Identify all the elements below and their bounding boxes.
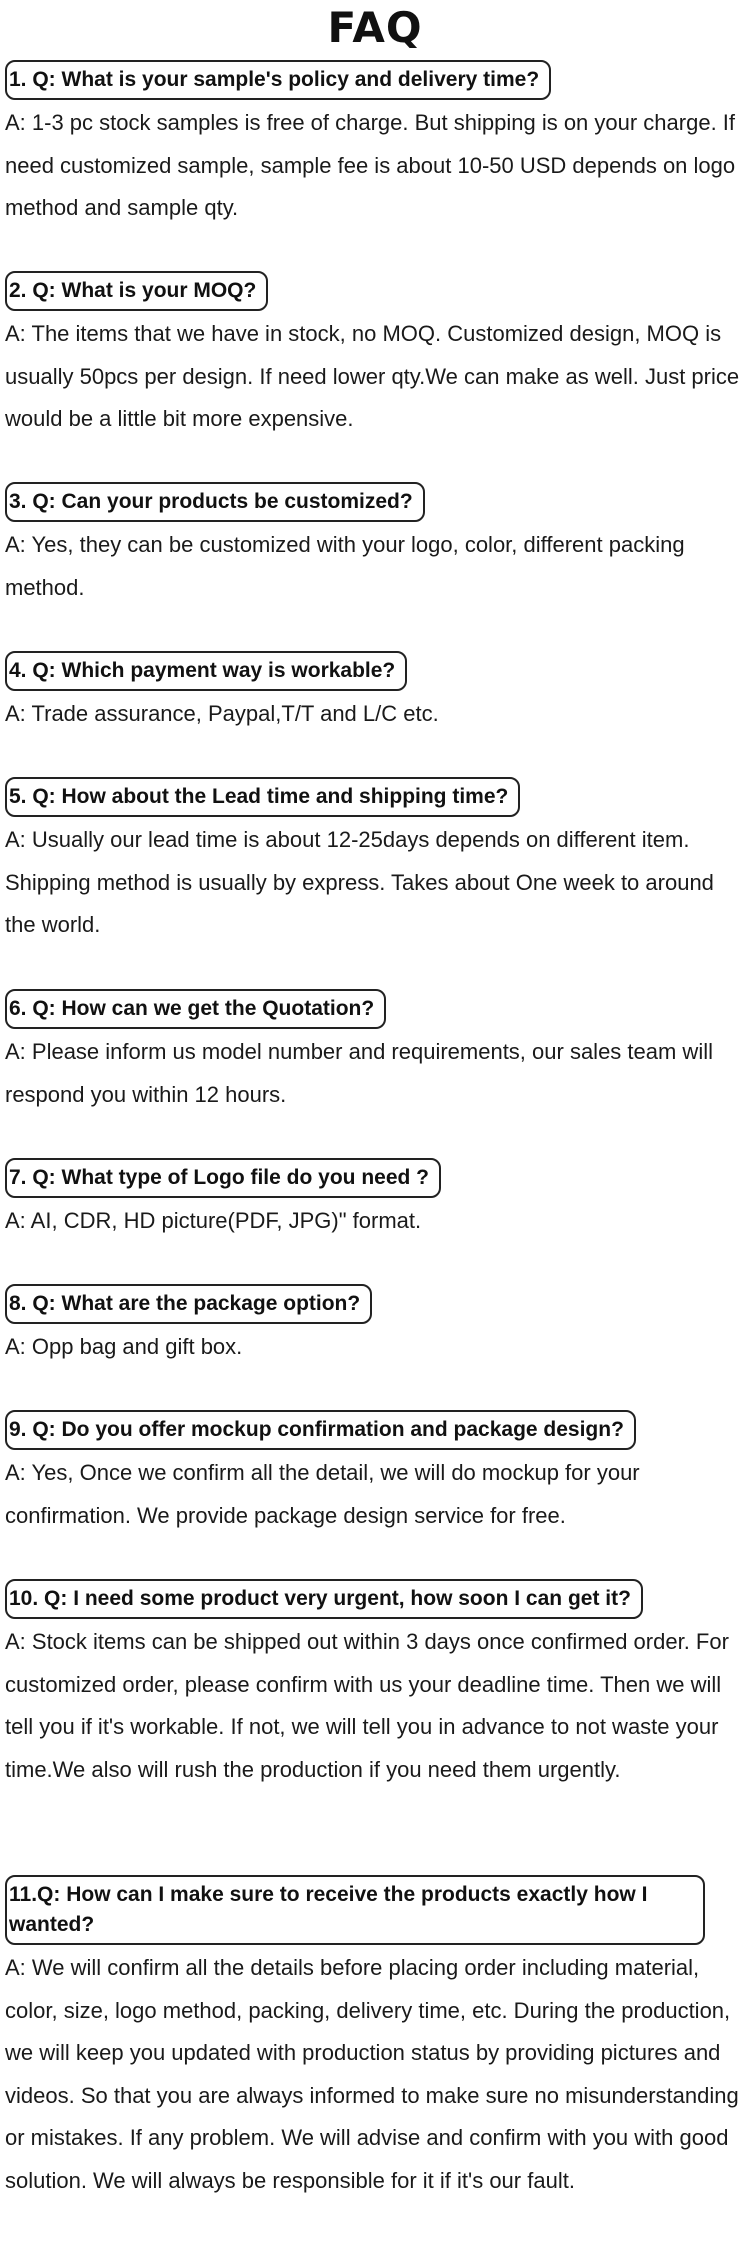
faq-item-1 xyxy=(5,60,745,230)
faq-item-8 xyxy=(5,1284,745,1369)
faq-answer: A: Yes, Once we confirm all the detail, we will do mockup for your confirmation. We provide package design service for free. xyxy=(5,1460,640,1528)
faq-item-11 xyxy=(5,1875,745,2202)
faq-question: 9. Q: Do you offer mockup confirmation and package design? xyxy=(5,1410,636,1450)
faq-answer: A: We will confirm all the details before placing order including material, color, size, logo method, packing, delivery time, etc. During the production, we will keep you updated with production status by providing pictures and videos. So that you are always informed to make sure no misunderstanding or mistakes. If any problem. We will advise and confirm with you with good solution. We will always be responsible for it if it's our fault. xyxy=(5,1955,739,2193)
faq-answer: A: Opp bag and gift box. xyxy=(5,1334,243,1359)
faq-item-6 xyxy=(5,989,745,1116)
faq-answer: A: The items that we have in stock, no MOQ. Customized design, MOQ is usually 50pcs per design. If need lower qty.We can make as well. Just price would be a little bit more expensive. xyxy=(5,321,740,431)
faq-question: 10. Q: I need some product very urgent, how soon I can get it? xyxy=(5,1579,643,1619)
faq-answer: A: Trade assurance, Paypal,T/T and L/C etc. xyxy=(5,701,439,726)
faq-answer: A: Please inform us model number and requirements, our sales team will respond you within 12 hours. xyxy=(5,1039,713,1107)
faq-answer: A: AI, CDR, HD picture(PDF, JPG)" format. xyxy=(5,1208,422,1233)
faq-item-5 xyxy=(5,777,745,947)
faq-question: 11.Q: How can I make sure to receive the products exactly how I wanted? xyxy=(5,1875,705,1945)
faq-question: 1. Q: What is your sample's policy and delivery time? xyxy=(5,60,551,100)
page-title: FAQ xyxy=(327,3,423,52)
faq-question: 7. Q: What type of Logo file do you need ? xyxy=(5,1158,441,1198)
faq-question: 3. Q: Can your products be customized? xyxy=(5,482,425,522)
faq-question: 4. Q: Which payment way is workable? xyxy=(5,651,407,691)
faq-answer: A: Yes, they can be customized with your logo, color, different packing method. xyxy=(5,532,685,600)
faq-question: 6. Q: How can we get the Quotation? xyxy=(5,989,386,1029)
faq-answer: A: Stock items can be shipped out within 3 days once confirmed order. For customized order, please confirm with us your deadline time. Then we will tell you if it's workable. If not, we will tell you in advance to not waste your time.We also will rush the production if you need them urgently. xyxy=(5,1629,729,1782)
faq-answer: A: 1-3 pc stock samples is free of charge. But shipping is on your charge. If need customized sample, sample fee is about 10-50 USD depends on logo method and sample qty. xyxy=(5,110,736,220)
faq-item-9 xyxy=(5,1410,745,1537)
faq-question: 8. Q: What are the package option? xyxy=(5,1284,372,1324)
faq-item-3 xyxy=(5,482,745,609)
faq-answer: A: Usually our lead time is about 12-25days depends on different item. Shipping method is usually by express. Takes about One week to around the world. xyxy=(5,827,714,937)
faq-item-7 xyxy=(5,1158,745,1243)
faq-item-10 xyxy=(5,1579,745,1791)
faq-question: 5. Q: How about the Lead time and shipping time? xyxy=(5,777,520,817)
faq-item-2 xyxy=(5,271,745,441)
faq-item-4 xyxy=(5,651,745,736)
faq-question: 2. Q: What is your MOQ? xyxy=(5,271,268,311)
